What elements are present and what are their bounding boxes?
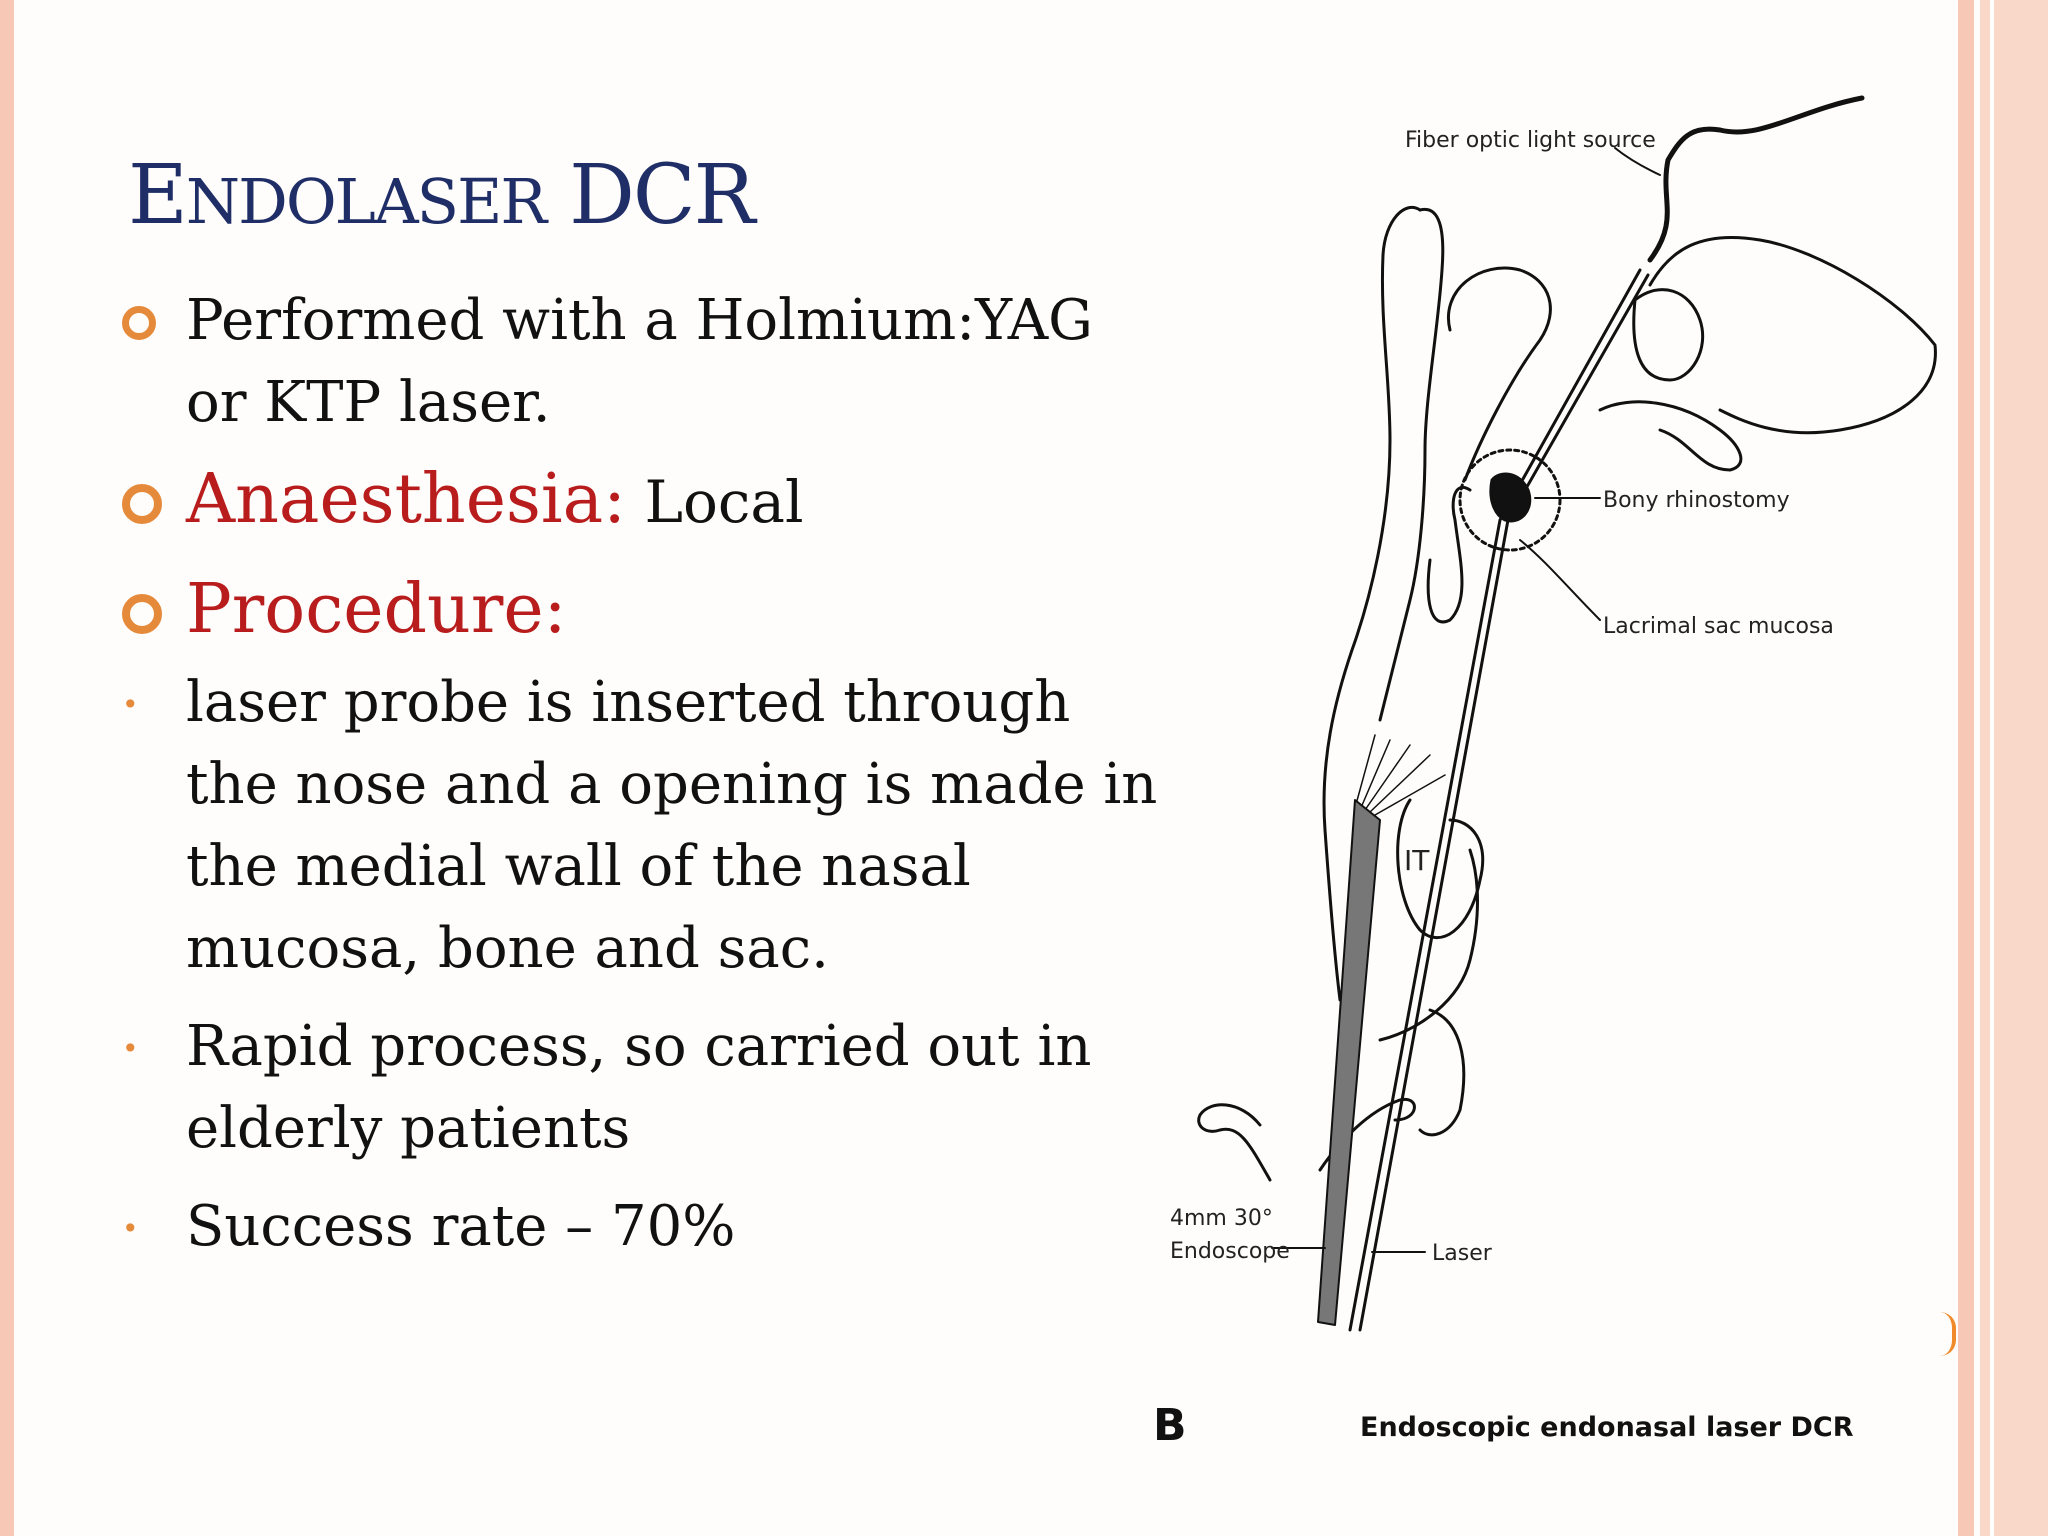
left-border [0, 0, 14, 1536]
sub-bullet-line: mucosa, bone and sac. [186, 916, 829, 981]
bullet-anaesthesia [120, 450, 1140, 552]
orbit-outline [1650, 237, 1935, 432]
ring-bullet-icon [122, 484, 162, 524]
dot-bullet-icon: • [122, 688, 139, 721]
sub-bullet-line: the nose and a opening is made in [186, 752, 1158, 817]
ring-bullet-icon [122, 306, 156, 340]
figure-caption: Endoscopic endonasal laser DCR [1360, 1412, 1854, 1443]
laser-fiber [1350, 270, 1640, 1330]
label-endoscope: Endoscope [1170, 1239, 1290, 1264]
sub-bullet-laser-probe [120, 662, 1158, 990]
sub-bullet-line: elderly patients [186, 1096, 631, 1161]
right-border-gap [1990, 0, 1994, 1536]
label-fiber-optic: Fiber optic light source [1405, 128, 1656, 153]
label-endoscope-size: 4mm 30° [1170, 1206, 1273, 1231]
anaesthesia-value: Local [626, 468, 804, 536]
endolaser-figure [1150, 90, 1950, 1470]
slide-title: ENDOLASER DCR [128, 148, 754, 243]
bullet-line: or KTP laser. [186, 370, 551, 435]
bullet-laser-type [120, 280, 1140, 444]
fiber-cable [1650, 98, 1862, 260]
anaesthesia-label: Anaesthesia: [186, 460, 627, 539]
sub-bullet-rapid-process [120, 1006, 1140, 1170]
sub-bullet-line: the medial wall of the nasal [186, 834, 971, 899]
ring-bullet-icon [122, 594, 162, 634]
bullet-line: Performed with a Holmium:YAG [186, 288, 1093, 353]
label-lacrimal-sac: Lacrimal sac mucosa [1603, 614, 1834, 639]
sub-bullet-line: Rapid process, so carried out in [186, 1014, 1092, 1079]
label-bony-rhinostomy: Bony rhinostomy [1603, 488, 1790, 513]
label-it: IT [1404, 844, 1430, 877]
label-laser: Laser [1432, 1241, 1492, 1266]
dot-bullet-icon: • [122, 1032, 139, 1065]
lacrimal-label-leader [1520, 540, 1600, 620]
panel-letter: B [1153, 1400, 1187, 1451]
dot-bullet-icon: • [122, 1212, 139, 1245]
orange-bracket-mark [1940, 1312, 1956, 1356]
bullet-procedure [120, 560, 1140, 660]
sac-outline [1634, 290, 1703, 380]
sub-bullet-success-rate [120, 1186, 1140, 1268]
sub-bullet-line: laser probe is inserted through [186, 670, 1071, 735]
sub-bullet-line: Success rate – 70% [186, 1194, 736, 1259]
right-border-inner [1958, 0, 1974, 1536]
middle-turbinate [1448, 268, 1550, 480]
bullet-list [120, 280, 1158, 1268]
procedure-label: Procedure: [186, 570, 567, 649]
